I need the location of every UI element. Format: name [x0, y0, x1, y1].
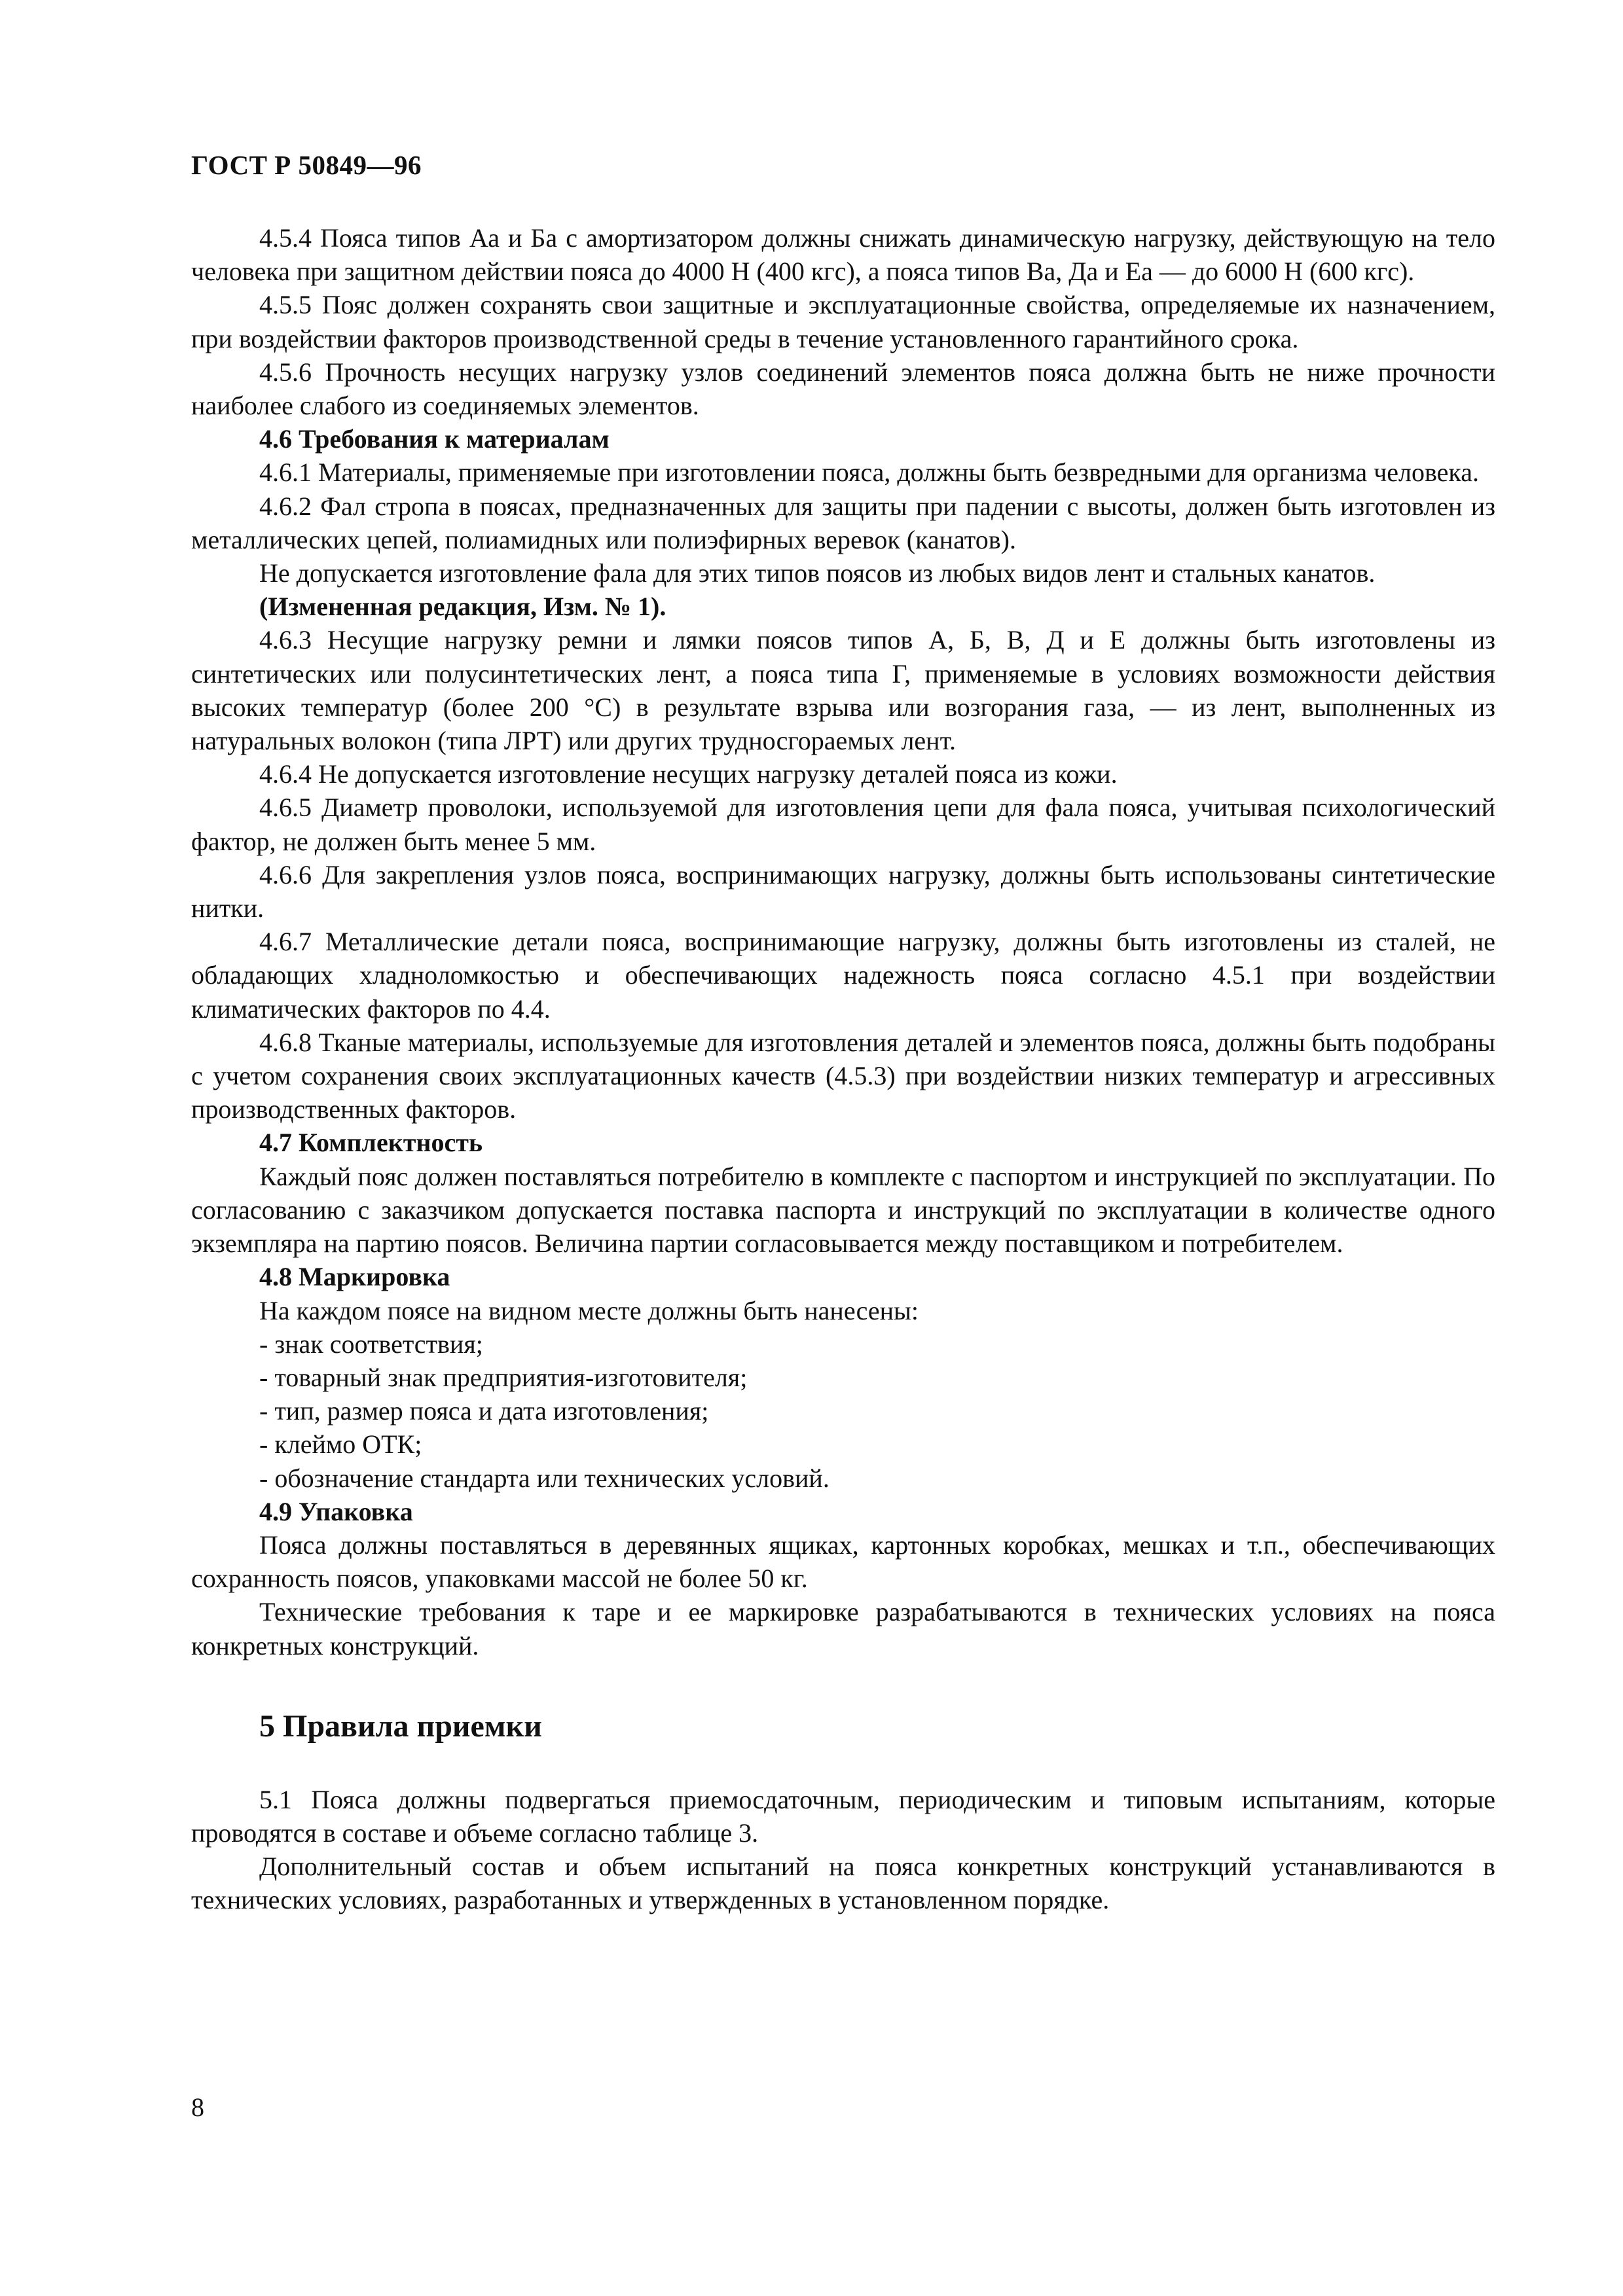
marking-list-item: - тип, размер пояса и дата изготовления; [259, 1396, 709, 1426]
paragraph-4-5-5: 4.5.5 Пояс должен сохранять свои защитные и эксплуатационные свойства, определяемые их назначением, при воздействии факторов производственной среды в течение установленного гарантийного срока. [191, 290, 1495, 353]
paragraph-4-5-6: 4.5.6 Прочность несущих нагрузку узлов соединений элементов пояса должна быть не ниже прочности наиболее слабого из соединяемых элементов. [191, 357, 1495, 421]
marking-list-item: - обозначение стандарта или технических условий. [259, 1463, 830, 1493]
paragraph-5-1: 5.1 Пояса должны подвергаться приемосдаточным, периодическим и типовым испытаниям, которые проводятся в составе и объеме согласно таблице 3. [191, 1784, 1495, 1848]
amendment-note: (Измененная редакция, Изм. № 1). [259, 592, 666, 622]
paragraph-4-6-2: 4.6.2 Фал стропа в поясах, предназначенных для защиты при падении с высоты, должен быть изготовлен из металлических цепей, полиамидных или полиэфирных веревок (канатов). [191, 491, 1495, 554]
paragraph-4-8: На каждом поясе на видном месте должны быть нанесены: [259, 1295, 919, 1325]
paragraph-4-6-3: 4.6.3 Несущие нагрузку ремни и лямки поясов типов А, Б, В, Д и Е должны быть изготовлены из синтетических или полусинтетических лент, а пояса типа Г, применяемые в условиях возможности действия высоких температур (более 200 °С) в результате взрыва или возгорания газа, — из лент, выполненных из натуральных волокон (типа ЛРТ) или других трудносгораемых лент. [191, 625, 1495, 756]
paragraph-4-7: Каждый пояс должен поставляться потребителю в комплекте с паспортом и инструкцией по эксплуатации. По согласованию с заказчиком допускается поставка паспорта и инструкций по эксплуатации в количестве одного экземпляра на партию поясов. Величина партии согласовывается между поставщиком и потребителем. [191, 1161, 1495, 1259]
section-heading-5: 5 Правила приемки [259, 1708, 542, 1744]
document-body [191, 221, 1495, 1917]
marking-list-item: - знак соответствия; [259, 1329, 483, 1359]
paragraph-4-6-2-continued: Не допускается изготовление фала для этих типов поясов из любых видов лент и стальных канатов. [259, 558, 1376, 588]
subheading-4-9: 4.9 Упаковка [259, 1496, 413, 1526]
subheading-4-8: 4.8 Маркировка [259, 1262, 450, 1292]
paragraph-4-6-8: 4.6.8 Тканые материалы, используемые для изготовления деталей и элементов пояса, должны быть подобраны с учетом сохранения своих эксплуатационных качеств (4.5.3) при воздействии низких температур и агрессивных производственных факторов. [191, 1027, 1495, 1124]
paragraph-4-6-7: 4.6.7 Металлические детали пояса, воспринимающие нагрузку, должны быть изготовлены из сталей, не обладающих хладноломкостью и обеспечивающих надежность пояса согласно 4.5.1 при воздействии климатических факторов по 4.4. [191, 927, 1495, 1024]
paragraph-4-6-6: 4.6.6 Для закрепления узлов пояса, воспринимающих нагрузку, должны быть использованы синтетические нитки. [191, 859, 1495, 924]
page-number: 8 [191, 2092, 204, 2122]
paragraph-4-9-continued: Технические требования к таре и ее маркировке разрабатываются в технических условиях на пояса конкретных конструкций. [191, 1597, 1495, 1660]
subheading-4-6: 4.6 Требования к материалам [259, 424, 610, 454]
paragraph-4-6-1: 4.6.1 Материалы, применяемые при изготовлении пояса, должны быть безвредными для организма человека. [259, 457, 1479, 488]
paragraph-4-6-5: 4.6.5 Диаметр проволоки, используемой для изготовления цепи для фала пояса, учитывая психологический фактор, не должен быть менее 5 мм. [191, 793, 1495, 856]
marking-list-item: - товарный знак предприятия-изготовителя; [259, 1362, 748, 1392]
marking-list-item: - клеймо ОТК; [259, 1429, 422, 1460]
paragraph-4-9: Пояса должны поставляться в деревянных ящиках, картонных коробках, мешках и т.п., обеспечивающих сохранность поясов, упаковками массой не более 50 кг. [191, 1530, 1495, 1594]
paragraph-4-5-4: 4.5.4 Пояса типов Аа и Ба с амортизатором должны снижать динамическую нагрузку, действующую на тело человека при защитном действии пояса до 4000 Н (400 кгс), а пояса типов Ва, Да и Еа — до 6000 Н (600 кгс). [191, 223, 1495, 287]
paragraph-4-6-4: 4.6.4 Не допускается изготовление несущих нагрузку деталей пояса из кожи. [259, 759, 1118, 789]
paragraph-5-1-continued: Дополнительный состав и объем испытаний на пояса конкретных конструкций устанавливаются в технических условиях, разработанных и утвержденных в установленном порядке. [191, 1852, 1495, 1915]
document-code: ГОСТ Р 50849—96 [191, 150, 422, 180]
subheading-4-7: 4.7 Комплектность [259, 1128, 483, 1158]
